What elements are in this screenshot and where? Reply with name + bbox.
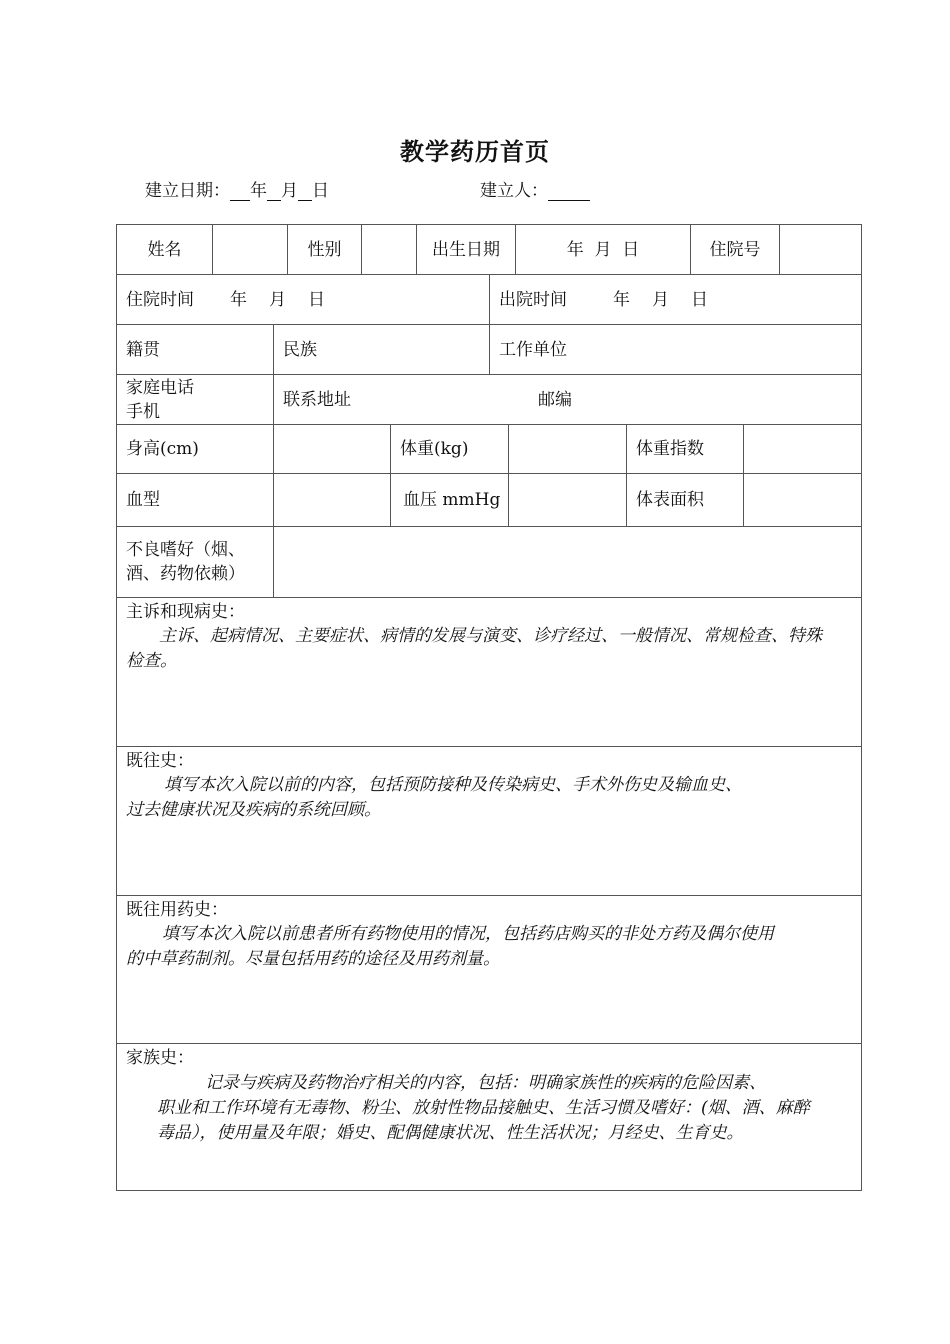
home-phone-label: 家庭电话: [126, 377, 194, 398]
admission-day-label: 日: [308, 289, 325, 310]
month-blank[interactable]: [267, 184, 281, 201]
medication-history-desc-line1: 填写本次入院以前患者所有药物使用的情况，包括药店购买的非处方药及偶尔使用: [162, 924, 774, 944]
blood-pressure-field[interactable]: [508, 473, 627, 527]
body-surface-area-field[interactable]: [743, 473, 862, 527]
native-place-field[interactable]: [116, 324, 274, 375]
birth-date-label: 出生日期: [416, 224, 516, 275]
family-history-desc-line1: 记录与疾病及药物治疗相关的内容，包括：明确家族性的疾病的危险因素、: [205, 1073, 766, 1093]
day-blank[interactable]: [298, 184, 312, 201]
medication-history-label: 既往用药史：: [126, 900, 228, 920]
gender-field[interactable]: [361, 224, 417, 275]
bmi-field[interactable]: [743, 424, 862, 474]
ethnicity-label: 民族: [283, 339, 317, 360]
blood-type-label: 血型: [116, 473, 274, 527]
discharge-time-label: 出院时间: [499, 289, 567, 310]
medication-history-desc-line2: 的中草药制剂。尽量包括用药的途径及用药剂量。: [126, 949, 500, 969]
family-history-section[interactable]: [116, 1043, 862, 1191]
work-unit-field[interactable]: [489, 324, 862, 375]
gender-label: 性别: [287, 224, 362, 275]
native-place-label: 籍贯: [126, 339, 160, 360]
day-label: 日: [312, 181, 329, 201]
year-label: 年: [250, 181, 267, 201]
past-history-section[interactable]: [116, 746, 862, 896]
discharge-day-label: 日: [691, 289, 708, 310]
admission-time-field[interactable]: [116, 274, 490, 325]
admission-time-label: 住院时间: [126, 289, 194, 310]
bad-habits-label: [116, 526, 274, 598]
weight-field[interactable]: [508, 424, 627, 474]
discharge-month-label: 月: [652, 289, 669, 310]
phone-field[interactable]: [116, 374, 274, 425]
year-blank[interactable]: [230, 184, 250, 201]
address-label: 联系地址: [283, 389, 351, 410]
complaint-section[interactable]: [116, 597, 862, 747]
bad-habits-label-line1: 不良嗜好（烟、: [126, 540, 245, 560]
inpatient-no-label: 住院号: [690, 224, 780, 275]
creation-date-label: 建立日期：: [145, 181, 230, 201]
bmi-label: 体重指数: [626, 424, 744, 474]
past-history-label: 既往史：: [126, 751, 194, 771]
birth-date-field[interactable]: 年 月 日: [515, 224, 691, 275]
name-field[interactable]: [212, 224, 288, 275]
address-field[interactable]: [273, 374, 862, 425]
page-title: 教学药历首页: [400, 137, 550, 166]
creator-label: 建立人：: [480, 181, 548, 201]
admission-month-label: 月: [269, 289, 286, 310]
mobile-label: 手机: [126, 401, 160, 422]
complaint-desc-line1: 主诉、起病情况、主要症状、病情的发展与演变、诊疗经过、一般情况、常规检查、特殊: [159, 626, 822, 646]
month-label: 月: [281, 181, 298, 201]
blood-pressure-label: 血压 mmHg: [390, 473, 509, 527]
family-history-label: 家族史：: [126, 1048, 194, 1068]
creator: [480, 176, 590, 201]
creation-date: [145, 176, 329, 201]
complaint-desc-line2: 检查。: [126, 651, 177, 671]
creator-blank[interactable]: [548, 184, 590, 201]
medication-history-section[interactable]: [116, 895, 862, 1044]
blood-type-field[interactable]: [273, 473, 391, 527]
past-history-desc-line1: 填写本次入院以前的内容，包括预防接种及传染病史、手术外伤史及输血史、: [164, 775, 742, 795]
discharge-year-label: 年: [613, 289, 630, 310]
inpatient-no-field[interactable]: [779, 224, 862, 275]
work-unit-label: 工作单位: [499, 339, 567, 360]
past-history-desc-line2: 过去健康状况及疾病的系统回顾。: [126, 800, 381, 820]
height-label: 身高(cm): [116, 424, 274, 474]
admission-year-label: 年: [230, 289, 247, 310]
bad-habits-label-line2: 酒、药物依赖）: [126, 564, 245, 584]
height-field[interactable]: [273, 424, 391, 474]
name-label: 姓名: [116, 224, 213, 275]
body-surface-area-label: 体表面积: [626, 473, 744, 527]
family-history-desc-line3: 毒品），使用量及年限；婚史、配偶健康状况、性生活状况；月经史、生育史。: [157, 1123, 744, 1143]
postcode-label: 邮编: [538, 389, 572, 410]
complaint-label: 主诉和现病史：: [126, 602, 245, 622]
discharge-time-field[interactable]: [489, 274, 862, 325]
bad-habits-field[interactable]: [273, 526, 862, 598]
family-history-desc-line2: 职业和工作环境有无毒物、粉尘、放射性物品接触史、生活习惯及嗜好：(烟、酒、麻醉: [157, 1098, 810, 1118]
weight-label: 体重(kg): [390, 424, 509, 474]
ethnicity-field[interactable]: [273, 324, 490, 375]
